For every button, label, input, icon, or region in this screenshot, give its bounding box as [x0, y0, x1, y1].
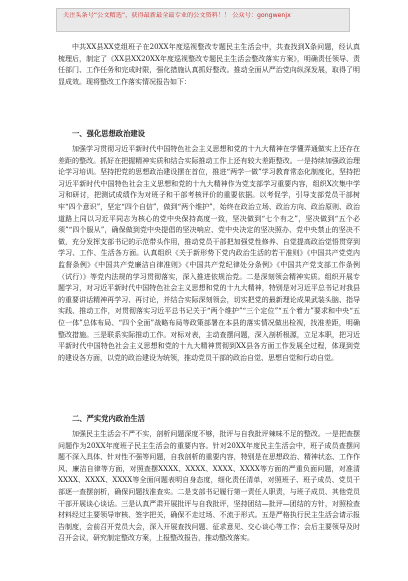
document-body [58, 42, 360, 581]
intro-paragraph: 中共XX县XX党组班子在20XX年度巡视整改专题民主生活会中，共查找到X条问题，经认真梳理后，制定了《XX县XX20XX年度巡视整改专题民主生活会整改落实方案》，明确责任领导、责任部门、工作任务和完成时限，强化措施认真抓好整改。推动全面从严治党向纵深发展，取得了明显成效。现将整改工作落实情况报告如下： [58, 43, 360, 86]
section-heading-2: 二、严实党内政治生活 [72, 414, 145, 423]
header-banner [56, 8, 350, 32]
banner-text: 关注头条号“公文精选”，获得最新最全最专业的公文资料！！ 公众号：gongwenjx [63, 12, 291, 19]
section-2-body: 加强民主生活会不严不实，剖析问题深度不够，批评与自我批评辣味不足的整改。一是把查摆问题作为20XX年度班子民主生活会的重要内容。针对20XX年度民主生活会中，班子成员查摆问题不深入具体、针对性不强等问题，自我剖析的重要内容，特别是在思想政治、精神状态、工作作风、廉洁自律等方面，对照查摆XXXX、XXXX、XXXX、XXXX等方面的严重负面问题，对准清XXXX、XXXX、XXXX等全面问题表明自身态度，细化责任清单，对照班子、班子成员、党员干部逐一查摆剖析，确保问题找准查实。二是支部书记履行第一责任人职责，与班子成员、其他党员干部开展谈心谈话。三是认真严肃开展批评与自我批评，坚持团结—批评—团结的方针，对照检查材料经过主要领导审核、签字把关，确保不走过场、不流于形式。五是严格执行民主生活会请示报告制度，会前召开党员大会，深入开展查找问题、征求意见、交心谈心等工作；会后主要领导及时召开会议，研究制定整改方案，上报整改报告，推动整改落实。 [58, 430, 360, 543]
section-1-body: 加强学习贯彻习近平新时代中国特色社会主义思想和党的十九大精神在学懂弄通做实上还存在差距的整改。抓好在把握精神实质和结合实际推动工作上还有较大差距整改。一是持续加强政治理论学习培训。坚持把党的思想政治建设摆在首位，推进“两学一做”学习教育常态化制度化，坚持把习近平新时代中国特色社会主义思想和党的十九大精神作为党支部学习重要内容，组织X次集中学习和研讨，把测试成绩作为对班子和干部考核评价的重要依据。以考促学，引导支部党员干部树牢“四个意识”，坚定“四个自信”，做到“两个维护”，始终在政治立场、政治方向、政治原则、政治道路上同以习近平同志为核心的党中央保持高度一致，坚决做到“七个有之”，坚决做到“五个必须”“四个服从”，确保做到党中央提倡的坚决响应、党中央决定的坚决照办、党中央禁止的坚决不做，充分发挥支部书记的示范带头作用，推动党员干部把加强党性修养、自觉提高政治觉悟贯穿到学习、工作、生活各方面。认真组织《关于新形势下党内政治生活的若干准则》《中国共产党党内监督条例》《中国共产党廉洁自律准则》《中国共产党纪律处分条例》《中国共产党支部工作条例（试行）》等党内法规的学习贯彻落实，深入推进依规治党。二是深刻领会精神实质。组织开展专题学习，对习近平新时代中国特色社会主义思想和党的十九大精神，特别是对习近平总书记对我县的重要讲话精神再学习、再讨论，并结合实际深刻领会，切实把党的最新理论成果武装头脑、指导实践、推动工作，对贯彻落实习近平总书记关于“两个维护”“三个定位”“五个着力”要求和中央“五位一体”总体布局、“四个全面”战略布局等政策部署在本县的落实情况做出检视，找准差距，明确整改措施。三是联系实际推动工作。对标对表，主动查摆问题，深入剖析根源，立足本职，把习近平新时代中国特色社会主义思想和党的十九大精神贯彻到XX县各方面工作发展全过程，体现到党的建设各方面，以党的政治建设为统领，推动党员干部的政治自觉、思想自觉和行动自觉。 [58, 145, 360, 362]
section-heading-1: 一、强化思想政治建设 [72, 129, 145, 138]
